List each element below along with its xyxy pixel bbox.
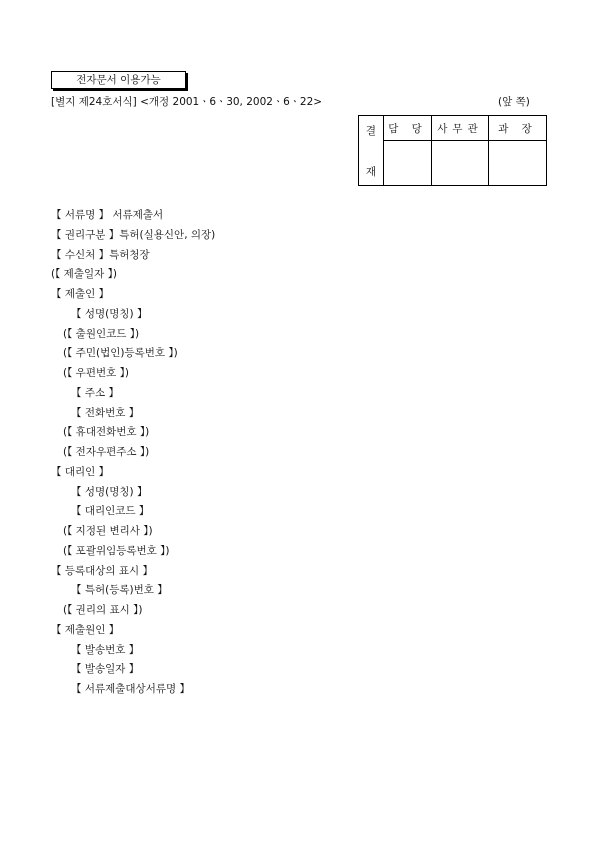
form-field-line: (【 포괄위임등록번호 】) [63, 544, 170, 557]
approval-sign-secretary [432, 141, 489, 186]
form-field-line: 【 성명(명칭) 】 [71, 307, 148, 320]
form-number: [별지 제24호서식] <개정 2001ㆍ6ㆍ30, 2002ㆍ6ㆍ22> [51, 96, 323, 108]
form-field-line: (【 지정된 변리사 】) [63, 525, 153, 537]
approval-col-officer: 담 당 [384, 116, 432, 141]
form-field-line: 【 권리구분 】특허(실용신안, 의장) [51, 228, 216, 241]
approval-col-director: 과 장 [489, 116, 547, 141]
approval-sign-officer [384, 141, 432, 186]
approval-side-label [359, 116, 384, 186]
form-field-line: 【 대리인 】 [51, 465, 110, 478]
form-field-line: 【 전화번호 】 [71, 406, 140, 419]
form-field-line: 【 서류제출대상서류명 】 [71, 683, 190, 695]
form-field-line: (【 휴대전화번호 】) [63, 426, 150, 439]
form-field-line: 【 성명(명칭) 】 [71, 485, 148, 498]
form-field-line: (【 제출일자 】) [51, 268, 117, 281]
form-field-line: (【 주민(법인)등록번호 】) [63, 347, 178, 360]
approval-side-top: 결 [365, 124, 377, 137]
approval-side-bottom: 재 [365, 165, 377, 178]
form-field-line: 【 등록대상의 표시 】 [51, 564, 154, 577]
approval-col-secretary: 사무관 [432, 116, 489, 141]
form-field-line: (【 권리의 표시 】) [63, 604, 143, 616]
form-field-line: 【 발송일자 】 [71, 663, 140, 676]
form-field-line: 【 제출인 】 [51, 288, 110, 300]
form-field-line: 【 서류명 】 서류제출서 [51, 209, 164, 221]
form-field-line: (【 전자우편주소 】) [63, 446, 150, 458]
approval-table [358, 115, 547, 186]
form-field-line: 【 발송번호 】 [71, 643, 140, 656]
form-field-line: 【 수신처 】특허청장 [51, 248, 150, 261]
electronic-document-stamp: 전자문서 이용가능 [51, 71, 186, 89]
form-field-line: 【 대리인코드 】 [71, 505, 150, 518]
page-side-label: (앞 쪽) [498, 96, 530, 108]
form-field-line: (【 출원인코드 】) [63, 327, 140, 340]
form-field-line: 【 주소 】 [71, 386, 119, 399]
form-field-line: (【 우편번호 】) [63, 367, 129, 379]
form-field-line: 【 제출원인 】 [51, 623, 120, 636]
form-field-line: 【 특허(등록)번호 】 [71, 584, 168, 597]
approval-sign-director [489, 141, 547, 186]
